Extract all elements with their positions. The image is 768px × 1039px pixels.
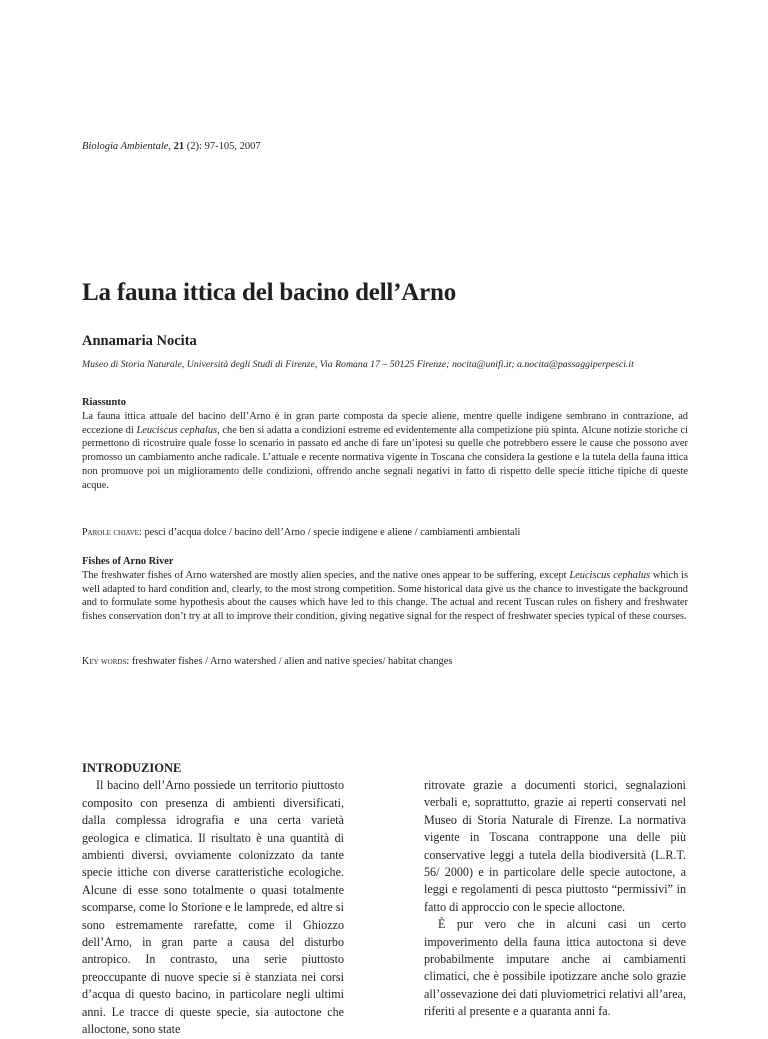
riassunto-heading: Riassunto	[82, 397, 126, 408]
abstract-keywords: Key words: freshwater fishes / Arno watershed / alien and native species/ habitat changes	[82, 656, 453, 667]
abstract-block	[82, 556, 688, 624]
keywords-label: Parole chiave	[82, 527, 139, 538]
body-column-right	[424, 777, 686, 1021]
author-affiliation: Museo di Storia Naturale, Università degli Studi di Firenze, Via Romana 17 – 50125 Firenze; nocita@unifi.it; a.nocita@passaggiperpesci.it	[82, 359, 634, 370]
body-column-left	[82, 760, 344, 1039]
article-author: Annamaria Nocita	[82, 333, 197, 349]
keywords-text: freshwater fishes / Arno watershed / alien and native species/ habitat changes	[131, 656, 453, 667]
abstract-heading: Fishes of Arno River	[82, 556, 174, 567]
body-paragraph: È pur vero che in alcuni casi un certo impoverimento della fauna ittica autoctona si deve probabilmente imputare anche ai cambiamenti climatici, che è possibile ipotizzare anche solo grazie all’ossevazione dei dati pluviometrici relativi all’area, riferiti al presente e a quaranta anni fa.	[424, 917, 686, 1019]
keywords-text: pesci d’acqua dolce / bacino dell’Arno / specie indigene e aliene / cambiamenti ambientali	[144, 527, 521, 538]
riassunto-keywords: Parole chiave: pesci d’acqua dolce / bacino dell’Arno / specie indigene e aliene / cambiamenti ambientali	[82, 527, 521, 538]
body-paragraph: ritrovate grazie a documenti storici, segnalazioni verbali e, soprattutto, grazie ai reperti conservati nel Museo di Storia Naturale di Firenze. La normativa vigente in Toscana contrappone una delle più conservative leggi a tutela della biodiversità (L.R.T. 56/ 2000) e in particolare delle specie autoctone, a leggi e regolamenti di pesca piuttosto “permissivi” in fatto di approccio con le specie alloctone.	[424, 778, 686, 914]
journal-citation: Biologia Ambientale, 21 (2): 97-105, 2007	[82, 141, 261, 152]
journal-issue-pages: (2): 97-105, 2007	[184, 141, 261, 152]
body-paragraph: Il bacino dell’Arno possiede un territorio piuttosto composito con presenza di ambienti diversificati, dalla complessa idrografia e una certa varietà geologica e climatica. Il risultato è una quantità di ambienti diversi, ovviamente colonizzato da tante specie ittiche con diverse caratteristiche ecologiche. Alcune di esse sono totalmente o quasi totalmente scomparse, come lo Storione e le lamprede, ed altre si sono estremamente rarefatte, come il Ghiozzo dell’Arno, in gran parte a causa del disturbo antropico. In contrasto, una serie piuttosto preoccupante di nuove specie si è stanziata nei corsi d’acqua di questo bacino, in particolare negli ultimi anni. Le tracce di queste specie, sia autoctone che alloctone, sono state	[82, 778, 344, 1037]
abstract-text-part: The freshwater fishes of Arno watershed are mostly alien species, and the native ones appear to be suffering, except	[82, 570, 570, 581]
journal-volume: 21	[173, 141, 185, 152]
species-name: Leuciscus cephalus	[569, 570, 651, 581]
abstract-text	[82, 569, 688, 624]
species-name: Leuciscus cephalus	[136, 424, 218, 436]
abstract-text-part: which is well adapted to hard condition and, clearly, to the most strong competition. Some historical data give us the chance to investigate the background and to formulate some hypothesis about the causes which have led to this change. The actual and recent Tuscan rules on fishery and freshwater fishes conservation don’t try at all to improve their condition, giving negative signal for the respect of freshwater species typical of these courses.	[82, 570, 688, 623]
riassunto-text-part: La fauna ittica attuale del bacino dell’Arno è in gran parte composta da specie aliene, mentre quelle indigene sembrano in contrazione, ad eccezione di	[82, 411, 688, 436]
riassunto-text-part: , che ben si adatta a condizioni estreme ed evidentemente alla competizione più spinta. Alcune notizie storiche ci permettono di ricostruire quale fosse lo scenario in passato ed anche di fare un’ipotesi su quelle che potrebbero essere le cause che possono aver promosso un cambiamento anche radicale. L’attuale e recente normativa vigente in Toscana che considera la gestione e la tutela della fauna ittica non promuove poi un miglioramento delle condizioni, offrendo anche segnali negativi in fatto di rispetto delle specie ittiche tipiche di queste acque.	[82, 424, 688, 491]
section-heading: INTRODUZIONE	[82, 761, 182, 775]
article-title: La fauna ittica del bacino dell’Arno	[82, 279, 457, 306]
keywords-label: Key words	[82, 656, 127, 667]
riassunto-block	[82, 397, 688, 492]
journal-name: Biologia Ambientale	[82, 141, 169, 152]
riassunto-text	[82, 410, 688, 492]
